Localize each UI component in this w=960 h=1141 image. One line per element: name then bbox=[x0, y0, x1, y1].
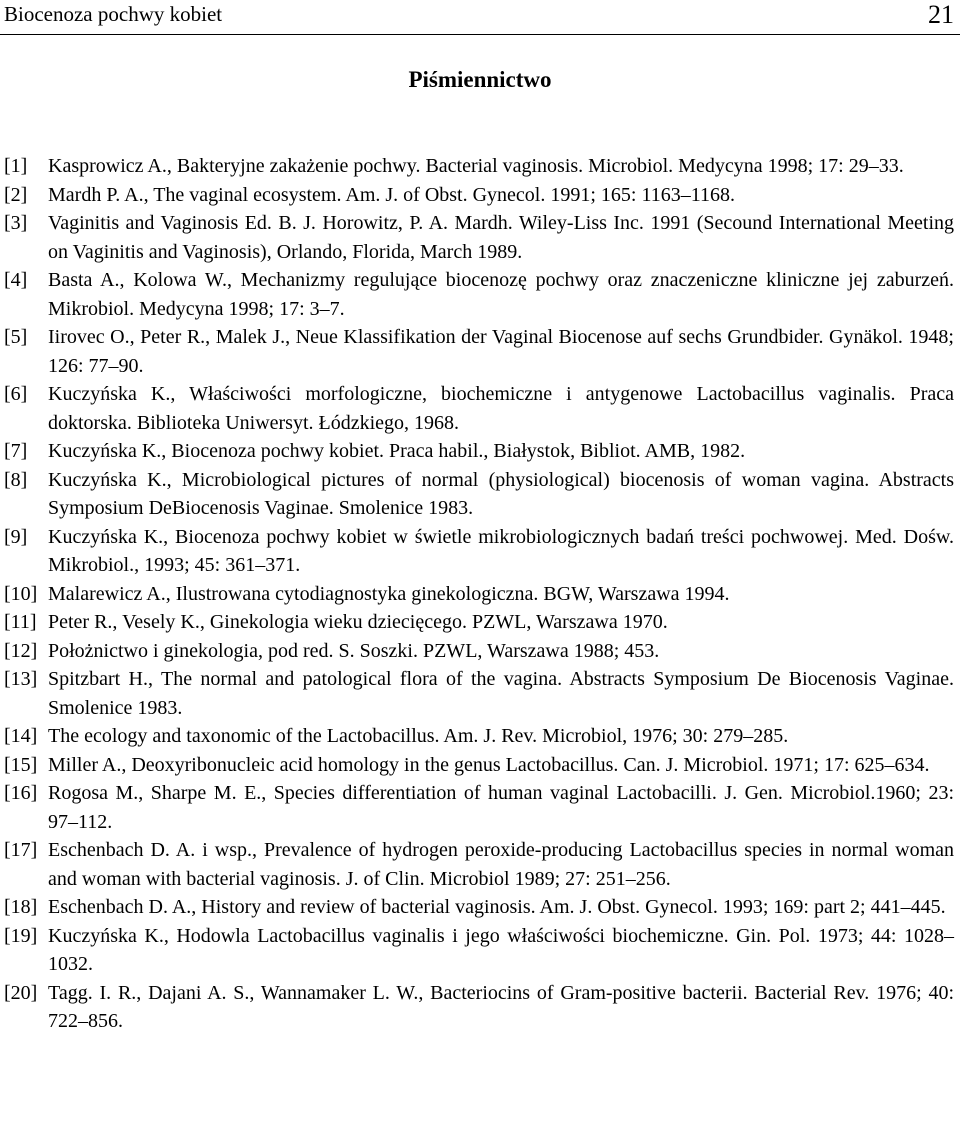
reference-number: [6] bbox=[4, 383, 28, 405]
reference-item bbox=[4, 637, 954, 666]
reference-item bbox=[4, 380, 954, 437]
reference-number: [12] bbox=[4, 639, 38, 662]
page-header bbox=[0, 0, 960, 35]
reference-item bbox=[4, 266, 954, 323]
reference-number: [14] bbox=[4, 725, 38, 747]
reference-number: [11] bbox=[4, 611, 37, 633]
reference-number: [3] bbox=[4, 212, 28, 234]
reference-text: Iirovec O., Peter R., Malek J., Neue Klassifikation der Vaginal Biocenose auf sechs Grundbider. Gynäkol. 1948; 126: 77–90. bbox=[48, 326, 954, 377]
reference-number: [5] bbox=[4, 326, 28, 348]
reference-item bbox=[4, 466, 954, 523]
page-number: 21 bbox=[928, 0, 954, 29]
reference-number: [2] bbox=[4, 183, 28, 206]
reference-item bbox=[4, 608, 954, 637]
reference-text: Malarewicz A., Ilustrowana cytodiagnostyka ginekologiczna. BGW, Warszawa 1994. bbox=[48, 582, 730, 605]
reference-item bbox=[4, 323, 954, 380]
reference-number: [4] bbox=[4, 269, 28, 291]
reference-number: [19] bbox=[4, 924, 38, 947]
reference-text: Vaginitis and Vaginosis Ed. B. J. Horowitz, P. A. Mardh. Wiley-Liss Inc. 1991 (Secound International Meeting on Vaginitis and Vaginosis), Orlando, Florida, March 1989. bbox=[48, 212, 954, 263]
reference-text: Kuczyńska K., Właściwości morfologiczne, biochemiczne i antygenowe Lactobacillus vaginalis. Praca doktorska. Biblioteka Uniwersyt. Łódzkiego, 1968. bbox=[48, 383, 954, 434]
reference-item bbox=[4, 665, 954, 722]
reference-text: Kuczyńska K., Biocenoza pochwy kobiet. Praca habil., Białystok, Bibliot. AMB, 1982. bbox=[48, 440, 746, 462]
reference-text: Kuczyńska K., Microbiological pictures of normal (physiological) biocenosis of woman vagina. Abstracts Symposium DeBiocenosis Vaginae. Smolenice 1983. bbox=[48, 468, 954, 519]
reference-item bbox=[4, 437, 954, 466]
reference-item bbox=[4, 209, 954, 266]
reference-text: Spitzbart H., The normal and patological flora of the vagina. Abstracts Symposium De Biocenosis Vaginae. Smolenice 1983. bbox=[48, 668, 954, 719]
reference-text: Eschenbach D. A., History and review of bacterial vaginosis. Am. J. Obst. Gynecol. 1993; 169: part 2; 441–445. bbox=[48, 896, 946, 918]
reference-text: Położnictwo i ginekologia, pod red. S. Soszki. PZWL, Warszawa 1988; 453. bbox=[48, 639, 660, 662]
section-title: Piśmiennictwo bbox=[408, 67, 552, 92]
reference-number: [7] bbox=[4, 440, 28, 462]
reference-number: [13] bbox=[4, 668, 38, 690]
reference-text: Kuczyńska K., Hodowla Lactobacillus vaginalis i jego właściwości biochemiczne. Gin. Pol. 1973; 44: 1028–1032. bbox=[48, 924, 954, 975]
reference-item bbox=[4, 152, 954, 181]
reference-number: [16] bbox=[4, 782, 38, 804]
reference-item bbox=[4, 181, 954, 210]
reference-number: [9] bbox=[4, 525, 28, 548]
reference-number: [15] bbox=[4, 753, 38, 776]
reference-item bbox=[4, 979, 954, 1036]
reference-number: [10] bbox=[4, 582, 38, 605]
reference-text: Eschenbach D. A. i wsp., Prevalence of hydrogen peroxide-producing Lactobacillus species in normal woman and woman with bacterial vaginosis. J. of Clin. Microbiol 1989; 27: 251–256. bbox=[48, 839, 954, 890]
reference-text: Mardh P. A., The vaginal ecosystem. Am. J. of Obst. Gynecol. 1991; 165: 1163–1168. bbox=[48, 183, 735, 206]
reference-text: Peter R., Vesely K., Ginekologia wieku dziecięcego. PZWL, Warszawa 1970. bbox=[48, 611, 668, 633]
reference-item bbox=[4, 722, 954, 751]
reference-text: Kuczyńska K., Biocenoza pochwy kobiet w świetle mikrobiologicznych badań treści pochwowej. Med. Dośw. Mikrobiol., 1993; 45: 361–371. bbox=[48, 525, 954, 576]
reference-text: Rogosa M., Sharpe M. E., Species differentiation of human vaginal Lactobacilli. J. Gen. Microbiol.1960; 23: 97–112. bbox=[48, 782, 954, 833]
reference-text: Kasprowicz A., Bakteryjne zakażenie pochwy. Bacterial vaginosis. Microbiol. Medycyna 1998; 17: 29–33. bbox=[48, 155, 904, 177]
reference-text: Tagg. I. R., Dajani A. S., Wannamaker L. W., Bacteriocins of Gram-positive bacterii. Bacterial Rev. 1976; 40: 722–856. bbox=[48, 981, 954, 1032]
reference-item bbox=[4, 779, 954, 836]
reference-item bbox=[4, 836, 954, 893]
reference-item bbox=[4, 523, 954, 580]
reference-number: [20] bbox=[4, 981, 38, 1004]
reference-list bbox=[4, 152, 954, 1036]
reference-text: The ecology and taxonomic of the Lactobacillus. Am. J. Rev. Microbiol, 1976; 30: 279–285. bbox=[48, 725, 789, 747]
reference-number: [1] bbox=[4, 155, 28, 177]
reference-number: [8] bbox=[4, 468, 28, 491]
reference-item bbox=[4, 893, 954, 922]
reference-number: [18] bbox=[4, 896, 38, 918]
reference-item bbox=[4, 922, 954, 979]
reference-number: [17] bbox=[4, 839, 38, 861]
reference-text: Miller A., Deoxyribonucleic acid homology in the genus Lactobacillus. Can. J. Microbiol. 1971; 17: 625–634. bbox=[48, 753, 930, 776]
running-title: Biocenoza pochwy kobiet bbox=[4, 2, 223, 26]
reference-text: Basta A., Kolowa W., Mechanizmy regulujące biocenozę pochwy oraz znaczeniczne kliniczne jej zaburzeń. Mikrobiol. Medycyna 1998; 17: 3–7. bbox=[48, 269, 954, 320]
reference-item bbox=[4, 751, 954, 780]
reference-item bbox=[4, 580, 954, 609]
